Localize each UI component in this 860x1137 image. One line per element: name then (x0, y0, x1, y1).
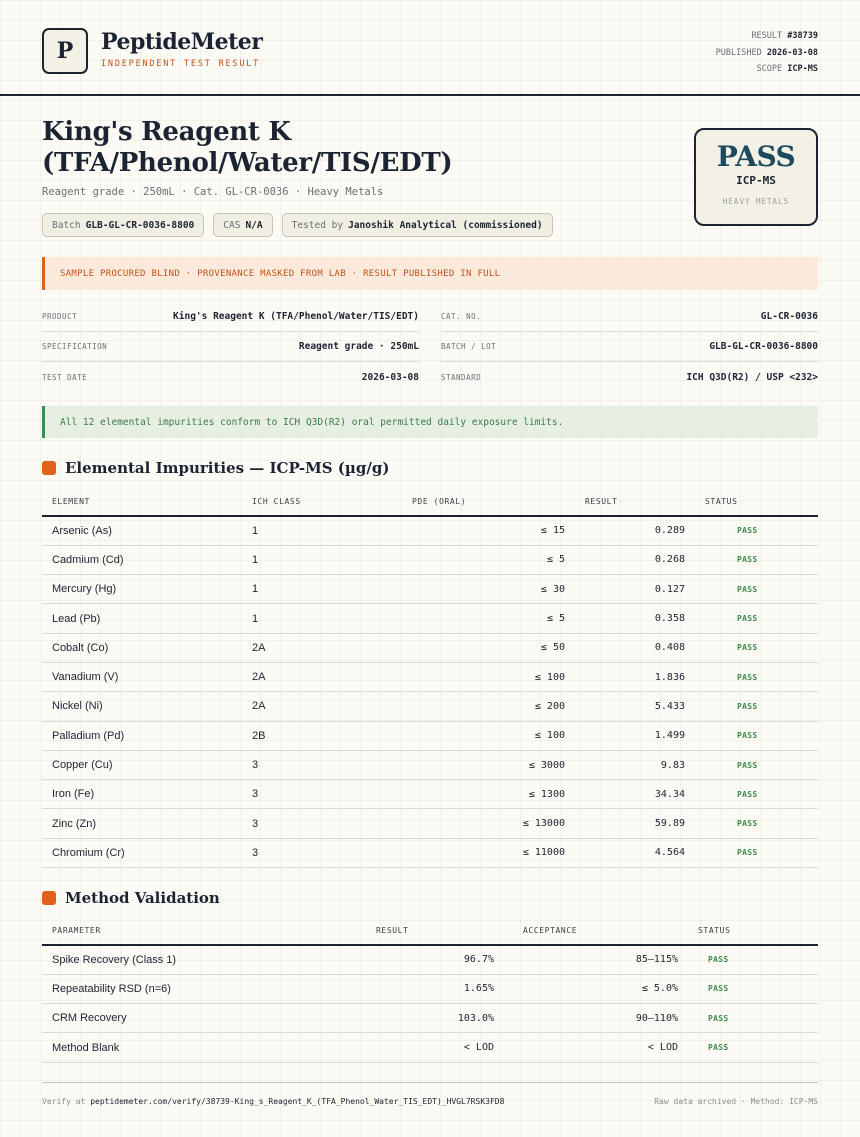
pde-cell: ≤ 100 (402, 721, 575, 750)
page-title: King's Reagent K (TFA/Phenol/Water/TIS/EDT) (42, 117, 453, 178)
col-result: RESULT (352, 917, 504, 945)
ich-class-cell: 1 (242, 575, 402, 604)
table-header-row (42, 488, 818, 516)
verdict-scope: HEAVY METALS (722, 197, 790, 206)
ich-class-cell: 2B (242, 721, 402, 750)
logo: P (42, 28, 88, 74)
pde-cell: ≤ 100 (402, 662, 575, 691)
result-cell: 34.34 (575, 780, 695, 809)
status-badge: PASS (688, 1033, 818, 1062)
info-row-specification: SPECIFICATION Reagent grade · 250mL (42, 332, 419, 362)
table-row (42, 545, 818, 574)
parameter-cell: Repeatability RSD (n=6) (42, 974, 352, 1003)
ich-class-cell: 1 (242, 604, 402, 633)
ich-class-cell: 1 (242, 516, 402, 545)
table-row (42, 809, 818, 838)
parameter-cell: CRM Recovery (42, 1004, 352, 1033)
pde-cell: ≤ 30 (402, 575, 575, 604)
col-acceptance: ACCEPTANCE (504, 917, 688, 945)
pde-cell: ≤ 5 (402, 604, 575, 633)
status-badge: PASS (688, 945, 818, 974)
info-left (42, 302, 419, 392)
result-cell: 0.289 (575, 516, 695, 545)
acceptance-cell: ≤ 5.0% (504, 974, 688, 1003)
conformance-summary: All 12 elemental impurities conform to ICH Q3D(R2) oral permitted daily exposure limits. (42, 406, 818, 438)
info-right (441, 302, 818, 392)
result-cell: 1.499 (575, 721, 695, 750)
ich-class-cell: 3 (242, 750, 402, 779)
info-row-product: PRODUCT King's Reagent K (TFA/Phenol/Water/TIS/EDT) (42, 302, 419, 332)
footer-note: Raw data archived · Method: ICP-MS (654, 1097, 818, 1106)
element-cell: Zinc (Zn) (42, 809, 242, 838)
col-pde: PDE (ORAL) (402, 488, 575, 516)
element-cell: Vanadium (V) (42, 662, 242, 691)
info-row-standard: STANDARD ICH Q3D(R2) / USP <232> (441, 371, 818, 383)
table-row (42, 780, 818, 809)
result-cell: 4.564 (575, 838, 695, 867)
table-row (42, 945, 818, 974)
ich-class-cell: 2A (242, 633, 402, 662)
ich-class-cell: 2A (242, 662, 402, 691)
status-badge: PASS (695, 575, 818, 604)
impurities-heading: Elemental Impurities — ICP-MS (µg/g) (42, 459, 389, 477)
result-cell: 1.836 (575, 662, 695, 691)
table-row (42, 604, 818, 633)
col-status: STATUS (695, 488, 818, 516)
result-cell: 103.0% (352, 1004, 504, 1033)
verdict-method: ICP-MS (736, 174, 776, 187)
impurities-table (42, 488, 818, 868)
table-row (42, 750, 818, 779)
col-parameter: PARAMETER (42, 917, 352, 945)
brand-tagline: INDEPENDENT TEST RESULT (101, 59, 261, 69)
chip-tested-by: Tested by Janoshik Analytical (commissioned) (282, 213, 553, 237)
result-cell: 96.7% (352, 945, 504, 974)
pde-cell: ≤ 200 (402, 692, 575, 721)
result-cell: 0.358 (575, 604, 695, 633)
status-badge: PASS (695, 809, 818, 838)
pde-cell: ≤ 1300 (402, 780, 575, 809)
result-cell: 9.83 (575, 750, 695, 779)
parameter-cell: Spike Recovery (Class 1) (42, 945, 352, 974)
section-marker-icon (42, 461, 56, 475)
table-row (42, 974, 818, 1003)
ich-class-cell: 3 (242, 780, 402, 809)
status-badge: PASS (695, 516, 818, 545)
info-row-cat-no: CAT. NO. GL-CR-0036 (441, 302, 818, 332)
status-badge: PASS (688, 974, 818, 1003)
meta-scope: SCOPE ICP-MS (756, 64, 818, 74)
validation-table (42, 917, 818, 1063)
pde-cell: ≤ 3000 (402, 750, 575, 779)
status-badge: PASS (695, 692, 818, 721)
col-element: ELEMENT (42, 488, 242, 516)
element-cell: Cadmium (Cd) (42, 545, 242, 574)
table-row (42, 575, 818, 604)
table-header-row (42, 917, 818, 945)
acceptance-cell: < LOD (504, 1033, 688, 1062)
result-cell: 0.127 (575, 575, 695, 604)
meta-result: RESULT #38739 (751, 31, 818, 41)
status-badge: PASS (695, 633, 818, 662)
section-marker-icon (42, 891, 56, 905)
status-badge: PASS (688, 1004, 818, 1033)
status-badge: PASS (695, 750, 818, 779)
result-cell: 59.89 (575, 809, 695, 838)
table-row (42, 1033, 818, 1062)
acceptance-cell: 90–110% (504, 1004, 688, 1033)
ich-class-cell: 3 (242, 809, 402, 838)
table-row (42, 838, 818, 867)
ich-class-cell: 3 (242, 838, 402, 867)
element-cell: Mercury (Hg) (42, 575, 242, 604)
provenance-notice: SAMPLE PROCURED BLIND · PROVENANCE MASKED FROM LAB · RESULT PUBLISHED IN FULL (42, 257, 818, 290)
report-meta (716, 28, 818, 78)
element-cell: Nickel (Ni) (42, 692, 242, 721)
product-chips (42, 213, 553, 237)
info-row-batch-lot: BATCH / LOT GLB-GL-CR-0036-8800 (441, 332, 818, 362)
report-header (0, 0, 860, 96)
info-row-test-date: TEST DATE 2026-03-08 (42, 371, 419, 383)
report-footer (42, 1082, 818, 1106)
table-row (42, 1004, 818, 1033)
element-cell: Arsenic (As) (42, 516, 242, 545)
chip-cas: CAS N/A (213, 213, 272, 237)
element-cell: Lead (Pb) (42, 604, 242, 633)
validation-heading: Method Validation (42, 889, 220, 907)
status-badge: PASS (695, 545, 818, 574)
col-result: RESULT (575, 488, 695, 516)
verify-link[interactable]: peptidemeter.com/verify/38739-King_s_Reagent_K_(TFA_Phenol_Water_TIS_EDT)_HVGL7RSK3FD8 (90, 1097, 505, 1106)
ich-class-cell: 2A (242, 692, 402, 721)
table-row (42, 692, 818, 721)
status-badge: PASS (695, 780, 818, 809)
status-badge: PASS (695, 604, 818, 633)
col-ich-class: ICH CLASS (242, 488, 402, 516)
brand-name: PeptideMeter (101, 29, 263, 55)
result-cell: 0.268 (575, 545, 695, 574)
verdict-word: PASS (716, 140, 796, 173)
element-cell: Palladium (Pd) (42, 721, 242, 750)
result-cell: 5.433 (575, 692, 695, 721)
verify-line: Verify at peptidemeter.com/verify/38739-King_s_Reagent_K_(TFA_Phenol_Water_TIS_EDT)_HVGL7RSK3FD8 (42, 1097, 505, 1106)
status-badge: PASS (695, 721, 818, 750)
verdict-badge (694, 128, 818, 226)
ich-class-cell: 1 (242, 545, 402, 574)
chip-batch: Batch GLB-GL-CR-0036-8800 (42, 213, 204, 237)
table-row (42, 721, 818, 750)
meta-published: PUBLISHED 2026-03-08 (715, 47, 818, 58)
parameter-cell: Method Blank (42, 1033, 352, 1062)
col-status: STATUS (688, 917, 818, 945)
table-row (42, 662, 818, 691)
pde-cell: ≤ 11000 (402, 838, 575, 867)
product-subtitle: Reagent grade · 250mL · Cat. GL-CR-0036 · Heavy Metals (42, 186, 384, 198)
acceptance-cell: 85–115% (504, 945, 688, 974)
table-row (42, 633, 818, 662)
result-cell: < LOD (352, 1033, 504, 1062)
element-cell: Cobalt (Co) (42, 633, 242, 662)
pde-cell: ≤ 15 (402, 516, 575, 545)
result-cell: 0.408 (575, 633, 695, 662)
status-badge: PASS (695, 838, 818, 867)
table-row (42, 516, 818, 545)
pde-cell: ≤ 5 (402, 545, 575, 574)
pde-cell: ≤ 13000 (402, 809, 575, 838)
result-cell: 1.65% (352, 974, 504, 1003)
element-cell: Chromium (Cr) (42, 838, 242, 867)
status-badge: PASS (695, 662, 818, 691)
element-cell: Copper (Cu) (42, 750, 242, 779)
element-cell: Iron (Fe) (42, 780, 242, 809)
pde-cell: ≤ 50 (402, 633, 575, 662)
